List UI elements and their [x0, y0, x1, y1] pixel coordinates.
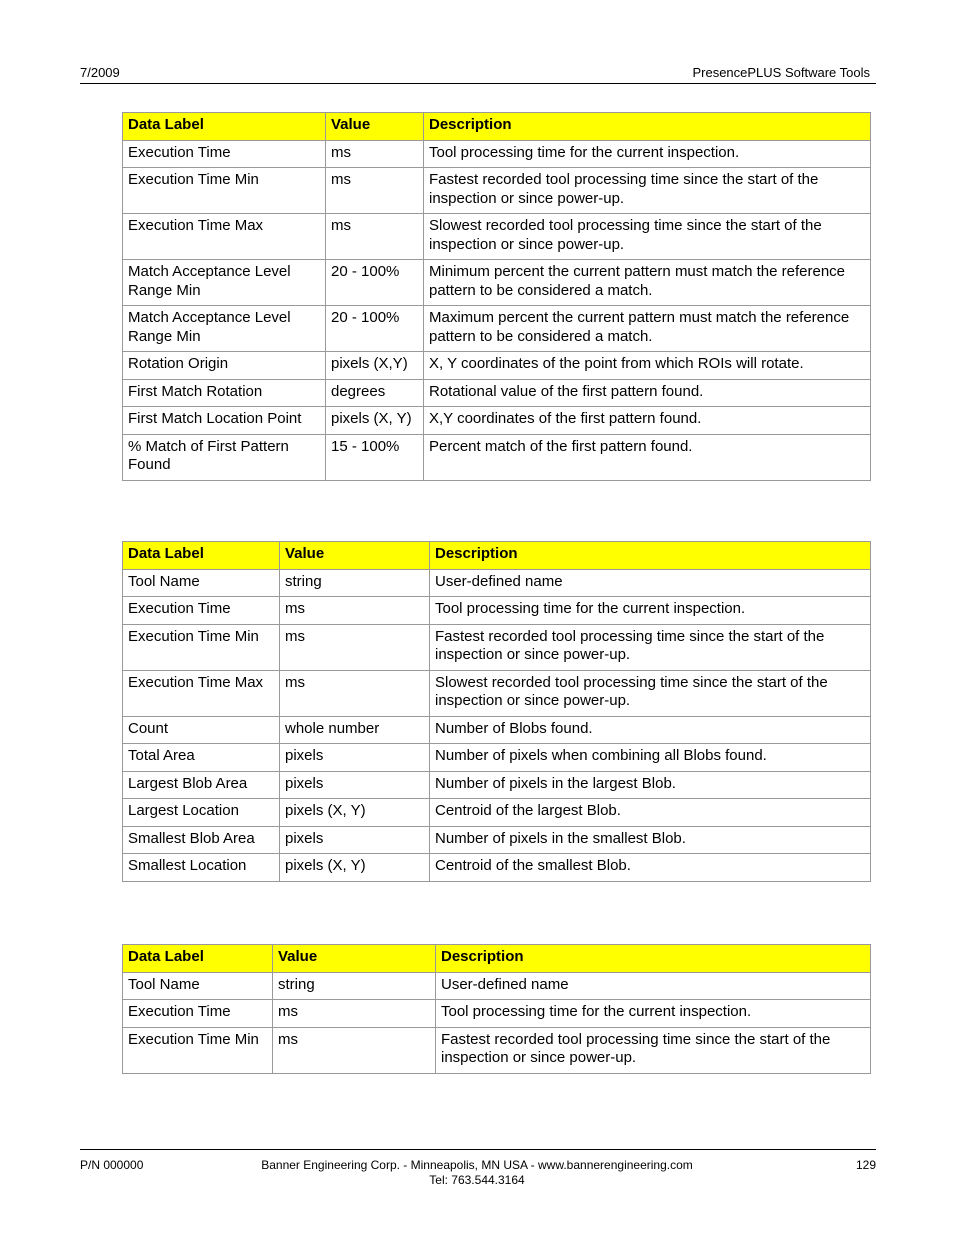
data-table-2 [122, 541, 871, 882]
table-row [123, 826, 871, 854]
cell-description: Number of pixels when combining all Blobs found. [430, 744, 871, 772]
cell-description: Number of Blobs found. [430, 716, 871, 744]
table-row [123, 670, 871, 716]
table-row [123, 744, 871, 772]
table-row [123, 854, 871, 882]
cell-value: ms [273, 1000, 436, 1028]
header-title: PresencePLUS Software Tools [692, 65, 870, 80]
cell-data-label: Tool Name [123, 569, 280, 597]
cell-description: Tool processing time for the current inspection. [424, 140, 871, 168]
footer-company-line: Banner Engineering Corp. - Minneapolis, MN USA - www.bannerengineering.com [261, 1158, 693, 1172]
footer-tel-line: Tel: 763.544.3164 [429, 1173, 525, 1187]
cell-data-label: Execution Time Max [123, 214, 326, 260]
cell-data-label: Execution Time [123, 1000, 273, 1028]
cell-description: Centroid of the smallest Blob. [430, 854, 871, 882]
table-row [123, 140, 871, 168]
cell-data-label: Largest Location [123, 799, 280, 827]
cell-description: Percent match of the first pattern found. [424, 434, 871, 480]
cell-data-label: Execution Time Min [123, 624, 280, 670]
footer-company [0, 1158, 954, 1188]
cell-description: Maximum percent the current pattern must match the reference pattern to be considered a match. [424, 306, 871, 352]
cell-value: pixels (X,Y) [326, 352, 424, 380]
cell-data-label: Count [123, 716, 280, 744]
table-row [123, 799, 871, 827]
table-row [123, 407, 871, 435]
cell-description: Number of pixels in the smallest Blob. [430, 826, 871, 854]
table-row [123, 306, 871, 352]
cell-data-label: Rotation Origin [123, 352, 326, 380]
cell-data-label: Match Acceptance Level Range Min [123, 306, 326, 352]
cell-description: User-defined name [436, 972, 871, 1000]
table-header-row [123, 945, 871, 973]
header-date: 7/2009 [80, 65, 120, 80]
cell-description: Rotational value of the first pattern found. [424, 379, 871, 407]
cell-value: ms [326, 140, 424, 168]
cell-description: Number of pixels in the largest Blob. [430, 771, 871, 799]
cell-data-label: First Match Rotation [123, 379, 326, 407]
footer-part-number: P/N 000000 [80, 1158, 144, 1172]
cell-value: pixels [280, 826, 430, 854]
table-row [123, 434, 871, 480]
cell-value: ms [280, 670, 430, 716]
table-row [123, 352, 871, 380]
cell-value: degrees [326, 379, 424, 407]
cell-description: Minimum percent the current pattern must match the reference pattern to be considered a match. [424, 260, 871, 306]
cell-value: pixels (X, Y) [326, 407, 424, 435]
cell-value: ms [280, 624, 430, 670]
cell-value: pixels (X, Y) [280, 799, 430, 827]
column-header-value: Value [326, 113, 424, 141]
cell-value: 20 - 100% [326, 306, 424, 352]
cell-data-label: Tool Name [123, 972, 273, 1000]
column-header-data-label: Data Label [123, 113, 326, 141]
footer-page-number: 129 [855, 1158, 876, 1172]
cell-data-label: First Match Location Point [123, 407, 326, 435]
column-header-data-label: Data Label [123, 945, 273, 973]
cell-value: ms [280, 597, 430, 625]
cell-value: pixels [280, 771, 430, 799]
table-row [123, 214, 871, 260]
table-header-row [123, 542, 871, 570]
table-row [123, 260, 871, 306]
data-table-3 [122, 944, 871, 1074]
table-row [123, 597, 871, 625]
cell-description: Tool processing time for the current inspection. [436, 1000, 871, 1028]
cell-value: pixels (X, Y) [280, 854, 430, 882]
table-header-row [123, 113, 871, 141]
cell-data-label: Execution Time Min [123, 1027, 273, 1073]
cell-value: ms [326, 214, 424, 260]
cell-description: Fastest recorded tool processing time since the start of the inspection or since power-up. [430, 624, 871, 670]
cell-value: string [273, 972, 436, 1000]
table-row [123, 569, 871, 597]
cell-description: Fastest recorded tool processing time since the start of the inspection or since power-up. [424, 168, 871, 214]
column-header-data-label: Data Label [123, 542, 280, 570]
cell-value: ms [273, 1027, 436, 1073]
cell-data-label: % Match of First Pattern Found [123, 434, 326, 480]
cell-description: Tool processing time for the current inspection. [430, 597, 871, 625]
cell-data-label: Largest Blob Area [123, 771, 280, 799]
cell-data-label: Execution Time [123, 140, 326, 168]
cell-value: pixels [280, 744, 430, 772]
column-header-description: Description [430, 542, 871, 570]
cell-value: 20 - 100% [326, 260, 424, 306]
cell-description: Centroid of the largest Blob. [430, 799, 871, 827]
cell-data-label: Smallest Location [123, 854, 280, 882]
table-row [123, 972, 871, 1000]
cell-description: Slowest recorded tool processing time since the start of the inspection or since power-up. [430, 670, 871, 716]
table-row [123, 624, 871, 670]
cell-data-label: Execution Time Min [123, 168, 326, 214]
column-header-description: Description [436, 945, 871, 973]
table-row [123, 379, 871, 407]
cell-value: ms [326, 168, 424, 214]
table-row [123, 1027, 871, 1073]
table-row [123, 1000, 871, 1028]
data-table-1 [122, 112, 871, 481]
cell-value: 15 - 100% [326, 434, 424, 480]
cell-description: User-defined name [430, 569, 871, 597]
column-header-value: Value [280, 542, 430, 570]
table-row [123, 168, 871, 214]
cell-description: X, Y coordinates of the point from which ROIs will rotate. [424, 352, 871, 380]
cell-data-label: Execution Time Max [123, 670, 280, 716]
cell-description: Fastest recorded tool processing time since the start of the inspection or since power-up. [436, 1027, 871, 1073]
header-divider [80, 83, 876, 84]
column-header-description: Description [424, 113, 871, 141]
cell-value: whole number [280, 716, 430, 744]
cell-description: Slowest recorded tool processing time since the start of the inspection or since power-up. [424, 214, 871, 260]
table-row [123, 771, 871, 799]
cell-description: X,Y coordinates of the first pattern found. [424, 407, 871, 435]
cell-data-label: Execution Time [123, 597, 280, 625]
footer-divider [80, 1149, 876, 1150]
column-header-value: Value [273, 945, 436, 973]
table-row [123, 716, 871, 744]
cell-value: string [280, 569, 430, 597]
cell-data-label: Match Acceptance Level Range Min [123, 260, 326, 306]
cell-data-label: Total Area [123, 744, 280, 772]
cell-data-label: Smallest Blob Area [123, 826, 280, 854]
